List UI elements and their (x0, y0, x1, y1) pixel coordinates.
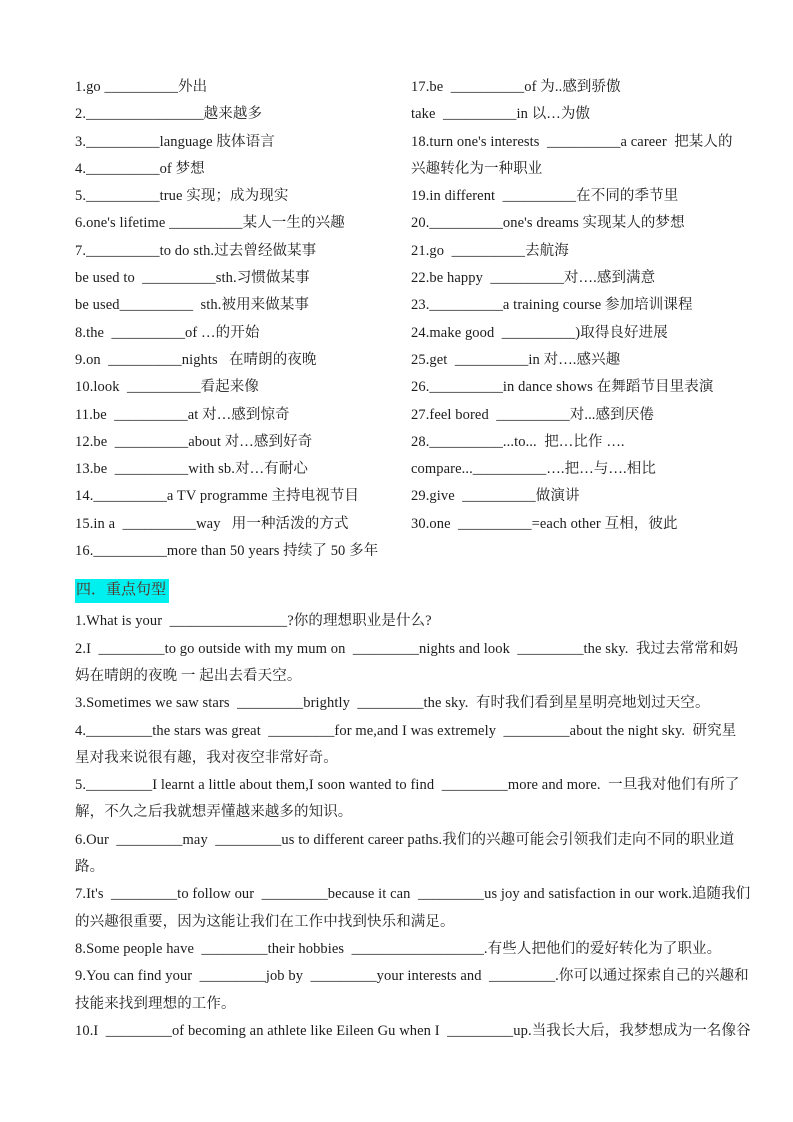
vocab-line: 25.get __________in 对….感兴趣 (411, 351, 621, 368)
sentence-line: 1.What is your ________________?你的理想职业是什么? (75, 613, 432, 630)
vocab-line: 11.be __________at 对…感到惊奇 (75, 406, 290, 423)
vocab-line: 15.in a __________way 用一种活泼的方式 (75, 515, 349, 532)
vocab-line: 27.feel bored __________对...感到厌倦 (411, 406, 654, 423)
vocab-line: 24.make good __________)取得良好进展 (411, 324, 668, 341)
vocab-line: 16.__________more than 50 years 持续了 50 多年 (75, 543, 379, 560)
vocab-line: 5.__________true 实现；成为现实 (75, 188, 289, 205)
sentence-line: 8.Some people have _________their hobbies __________________.有些人把他们的爱好转化为了职业。 (75, 940, 722, 957)
vocab-line: 18.turn one's interests __________a career 把某人的 (411, 133, 733, 150)
vocab-line: 9.on __________nights 在晴朗的夜晚 (75, 351, 317, 368)
section-header: 四．重点句型 (75, 579, 169, 603)
vocab-line: 26.__________in dance shows 在舞蹈节目里表演 (411, 379, 714, 396)
vocab-line: 30.one __________=each other 互相，彼此 (411, 515, 678, 532)
vocab-line: be used__________ sth.被用来做某事 (75, 297, 310, 314)
vocab-line: 12.be __________about 对…感到好奇 (75, 433, 313, 450)
vocab-line: 1.go __________外出 (75, 79, 208, 95)
sentence-line: 7.It's _________to follow our _________because it can _________us joy and satisfaction in our work.追随我们 (75, 886, 751, 903)
sentence-line: 技能来找到理想的工作。 (75, 995, 236, 1012)
sentence-line: 的兴趣很重要，因为这能让我们在工作中找到快乐和满足。 (75, 913, 455, 930)
vocab-line: 19.in different __________在不同的季节里 (411, 188, 679, 205)
vocab-line: 2.________________越来越多 (75, 106, 263, 123)
vocab-line: 29.give __________做演讲 (411, 488, 580, 505)
vocab-line: 22.be happy __________对….感到满意 (411, 270, 656, 287)
vocab-column-left (75, 74, 411, 565)
vocab-line: take __________in 以…为傲 (411, 106, 591, 123)
sentence-line: 星对我来说很有趣，我对夜空非常好奇。 (75, 749, 338, 766)
sentence-line: 4._________the stars was great _________for me,and I was extremely _________about the night sky. 研究星 (75, 722, 737, 739)
sentence-line: 3.Sometimes we saw stars _________brightly _________the sky. 有时我们看到星星明亮地划过天空。 (75, 695, 710, 712)
vocab-line: be used to __________sth.习惯做某事 (75, 270, 310, 287)
sentence-line: 路。 (75, 859, 105, 876)
vocab-line: 10.look __________看起来像 (75, 379, 259, 396)
vocab-line: 13.be __________with sb.对…有耐心 (75, 461, 308, 478)
vocab-column-right (411, 74, 743, 538)
vocab-line: 28.__________...to... 把…比作 …. (411, 433, 625, 450)
vocab-line: 兴趣转化为一种职业 (411, 160, 543, 177)
sentences-section (75, 608, 751, 1045)
vocab-line: 20.__________one's dreams 实现某人的梦想 (411, 215, 685, 232)
sentence-line: 妈在晴朗的夜晚 一 起出去看天空。 (75, 667, 302, 684)
page-content (75, 74, 751, 1045)
sentence-line: 6.Our _________may _________us to different career paths.我们的兴趣可能会引领我们走向不同的职业道 (75, 831, 735, 848)
vocab-section (75, 74, 743, 565)
sentence-line: 解，不久之后我就想弄懂越来越多的知识。 (75, 804, 353, 821)
vocab-line: 7.__________to do sth.过去曾经做某事 (75, 242, 317, 259)
vocab-line: 23.__________a training course 参加培训课程 (411, 297, 693, 314)
vocab-line: compare...__________….把…与….相比 (411, 461, 656, 478)
vocab-line: 6.one's lifetime __________某人一生的兴趣 (75, 215, 345, 232)
section-header-row (75, 576, 743, 603)
sentence-line: 5._________I learnt a little about them,I soon wanted to find _________more and more. 一旦我对他们有所了 (75, 777, 740, 794)
vocab-line: 4.__________of 梦想 (75, 160, 205, 177)
sentence-line: 10.I _________of becoming an athlete like Eileen Gu when I _________up.当我长大后，我梦想成为一名像谷 (75, 1022, 751, 1039)
vocab-line: 21.go __________去航海 (411, 242, 569, 259)
vocab-line: 3.__________language 肢体语言 (75, 133, 275, 150)
vocab-line: 14.__________a TV programme 主持电视节目 (75, 488, 359, 505)
sentence-line: 2.I _________to go outside with my mum on _________nights and look _________the sky. 我过去常常和妈 (75, 640, 739, 657)
vocab-line: 8.the __________of …的开始 (75, 324, 260, 341)
vocab-line: 17.be __________of 为..感到骄傲 (411, 79, 621, 95)
sentence-line: 9.You can find your _________job by _________your interests and _________.你可以通过探索自己的兴趣和 (75, 968, 749, 985)
